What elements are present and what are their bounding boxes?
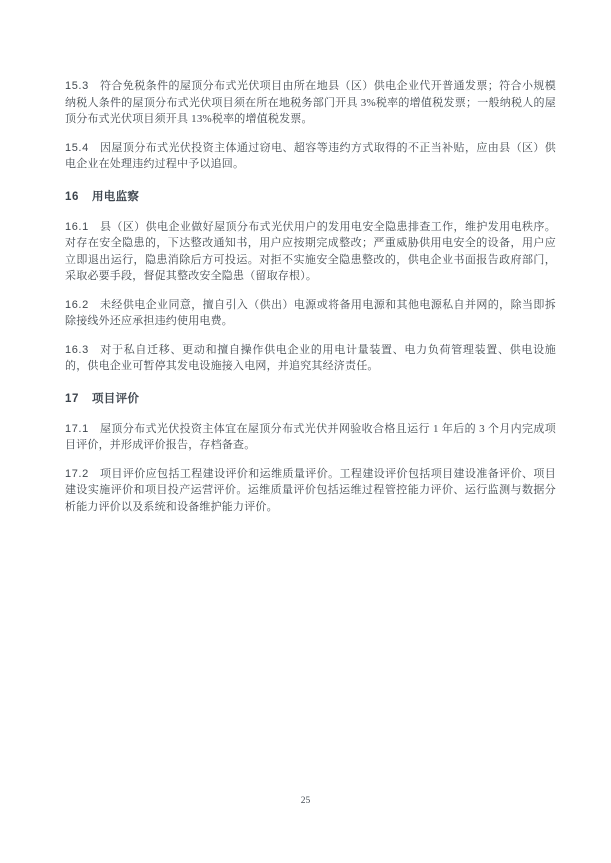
clause-15-4	[65, 140, 556, 173]
section-title: 项目评价	[92, 392, 140, 405]
clause-17-1	[65, 421, 556, 454]
clause-17-2	[65, 466, 556, 516]
page-number: 25	[300, 796, 311, 806]
clause-text: 未经供电企业同意，擅自引入（供出）电源或将备用电源和其他电源私自并网的，除当即拆除接线外还应承担违约使用电费。	[65, 298, 556, 327]
section-heading-16	[65, 189, 556, 205]
clause-number: 16.1	[65, 220, 89, 233]
clause-text: 县（区）供电企业做好屋顶分布式光伏用户的发用电安全隐患排查工作，维护发用电秩序。对存在安全隐患的，下达整改通知书，用户应按期完成整改；严重威胁供用电安全的设备，用户应立即退出运行，隐患消除后方可投运。对拒不实施安全隐患整改的，供电企业书面报告政府部门，采取必要手段，督促其整改安全隐患（留取存根）。	[65, 220, 556, 282]
clause-15-3	[65, 78, 556, 128]
clause-number: 17.2	[65, 467, 89, 480]
clause-16-2	[65, 297, 556, 330]
page-content	[65, 78, 556, 527]
clause-text: 因屋顶分布式光伏投资主体通过窃电、超容等违约方式取得的不正当补贴，应由县（区）供电企业在处理违约过程中予以追回。	[65, 141, 556, 170]
section-number: 16	[65, 190, 79, 203]
clause-number: 15.3	[65, 80, 89, 92]
clause-16-3	[65, 342, 556, 375]
clause-number: 16.2	[65, 298, 89, 311]
clause-text: 对于私自迁移、更动和擅自操作供电企业的用电计量装置、电力负荷管理装置、供电设施的，供电企业可暂停其发电设施接入电网，并追究其经济责任。	[65, 343, 556, 372]
clause-number: 17.1	[65, 422, 89, 435]
section-title: 用电监察	[92, 190, 140, 203]
clause-text: 屋顶分布式光伏投资主体宜在屋顶分布式光伏并网验收合格且运行 1 年后的 3 个月内完成项目评价，并形成评价报告，存档备查。	[65, 422, 556, 451]
clause-number: 15.4	[65, 141, 89, 154]
section-number: 17	[65, 392, 79, 405]
clause-text: 项目评价应包括工程建设评价和运维质量评价。工程建设评价包括项目建设准备评价、项目建设实施评价和项目投产运营评价。运维质量评价包括运维过程管控能力评价、运行监测与数据分析能力评价以及系统和设备维护能力评价。	[65, 467, 556, 513]
clause-number: 16.3	[65, 343, 89, 356]
section-heading-17	[65, 391, 556, 407]
clause-16-1	[65, 219, 556, 285]
clause-text: 符合免税条件的屋顶分布式光伏项目由所在地县（区）供电企业代开普通发票；符合小规模纳税人条件的屋顶分布式光伏项目须在所在地税务部门开具 3%税率的增值税发票；一般纳税人的屋顶分布式光伏项目须开具 13%税率的增值税发票。	[65, 80, 556, 125]
